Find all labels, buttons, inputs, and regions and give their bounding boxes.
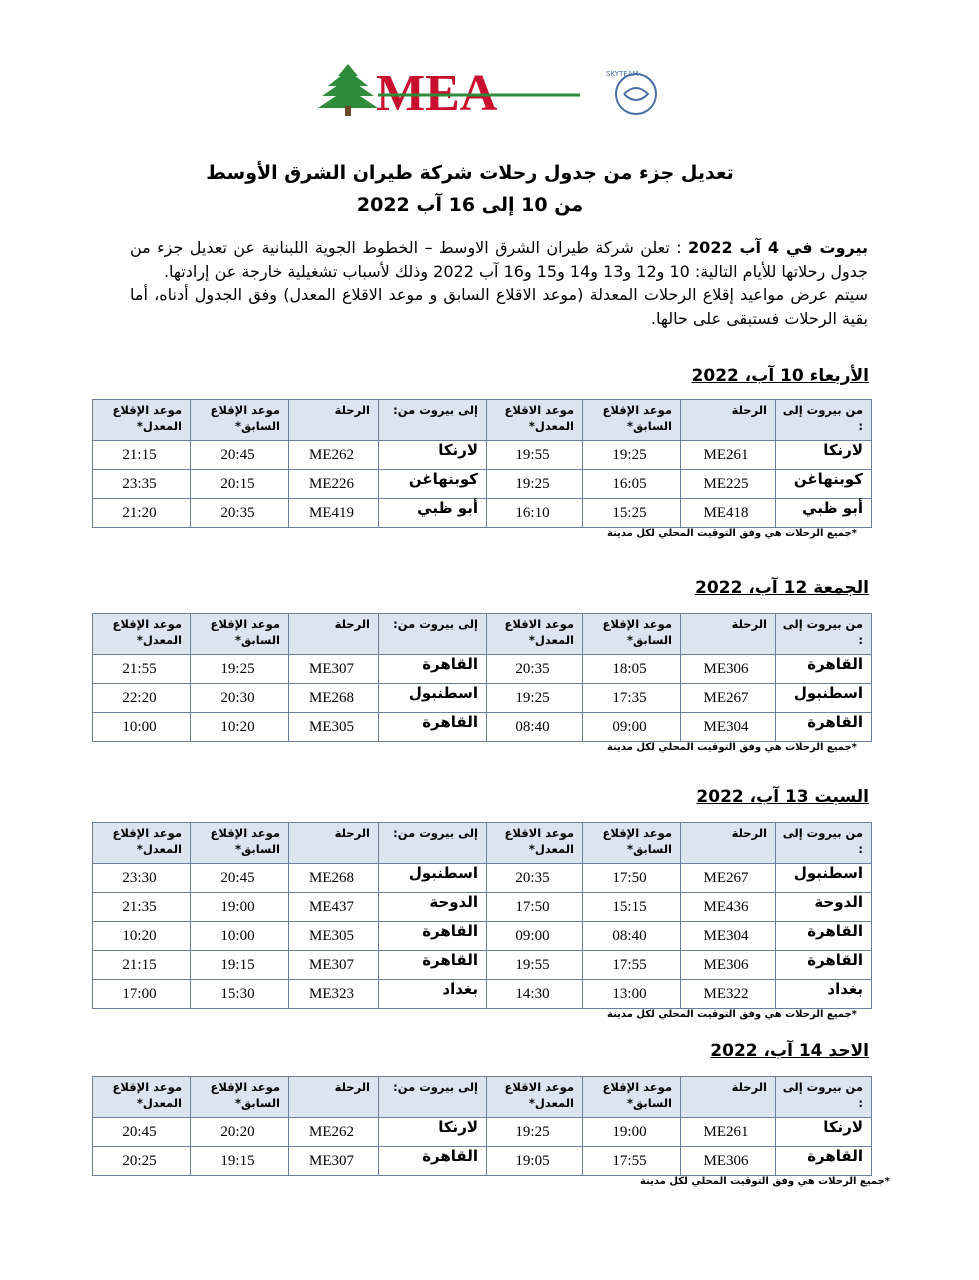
- flight-cell: ME307: [289, 1147, 379, 1176]
- time-cell: 20:35: [191, 499, 289, 528]
- time-cell: 19:15: [191, 1147, 289, 1176]
- column-header: الرحلة: [289, 400, 379, 441]
- time-cell: 17:50: [583, 864, 681, 893]
- time-cell: 19:25: [191, 655, 289, 684]
- city-cell: القاهرة: [776, 951, 872, 980]
- flight-cell: ME226: [289, 470, 379, 499]
- city-cell: القاهرة: [776, 922, 872, 951]
- column-header: من بيروت إلى :: [776, 614, 872, 655]
- flight-cell: ME305: [289, 922, 379, 951]
- time-cell: 14:30: [487, 980, 583, 1009]
- cedar-logo-icon: [318, 62, 663, 124]
- local-time-note: *جميع الرحلات هي وفق التوقيت المحلي لكل مدينة: [607, 1009, 857, 1020]
- column-header: موعد الإقلاع السابق*: [191, 400, 289, 441]
- flight-cell: ME306: [681, 951, 776, 980]
- column-header: موعد الإقلاع المعدل*: [93, 823, 191, 864]
- time-cell: 17:00: [93, 980, 191, 1009]
- column-header: الرحلة: [289, 1077, 379, 1118]
- time-cell: 19:25: [487, 1118, 583, 1147]
- table-row: [93, 1147, 872, 1176]
- flight-cell: ME268: [289, 864, 379, 893]
- table-row: [93, 684, 872, 713]
- time-cell: 10:20: [191, 713, 289, 742]
- day-heading: الاحد 14 آب، 2022: [710, 1041, 869, 1061]
- time-cell: 21:55: [93, 655, 191, 684]
- table-row: [93, 864, 872, 893]
- table-row: [93, 980, 872, 1009]
- column-header: موعد الإقلاع السابق*: [191, 614, 289, 655]
- time-cell: 19:05: [487, 1147, 583, 1176]
- flight-cell: ME261: [681, 1118, 776, 1147]
- city-cell: القاهرة: [379, 713, 487, 742]
- table-row: [93, 1118, 872, 1147]
- time-cell: 15:15: [583, 893, 681, 922]
- table-row: [93, 655, 872, 684]
- table-row: [93, 922, 872, 951]
- time-cell: 19:25: [487, 684, 583, 713]
- city-cell: اسطنبول: [776, 864, 872, 893]
- time-cell: 17:55: [583, 951, 681, 980]
- city-cell: القاهرة: [776, 655, 872, 684]
- column-header: الرحلة: [681, 1077, 776, 1118]
- time-cell: 20:30: [191, 684, 289, 713]
- city-cell: لارنكا: [776, 441, 872, 470]
- flight-cell: ME261: [681, 441, 776, 470]
- column-header: من بيروت إلى :: [776, 1077, 872, 1118]
- time-cell: 19:15: [191, 951, 289, 980]
- time-cell: 21:20: [93, 499, 191, 528]
- table-row: [93, 893, 872, 922]
- time-cell: 21:15: [93, 951, 191, 980]
- flight-cell: ME436: [681, 893, 776, 922]
- time-cell: 20:45: [93, 1118, 191, 1147]
- flight-cell: ME267: [681, 684, 776, 713]
- time-cell: 09:00: [487, 922, 583, 951]
- flight-cell: ME267: [681, 864, 776, 893]
- table-row: [93, 499, 872, 528]
- intro-text-2: سيتم عرض مواعيد إقلاع الرحلات المعدلة (موعد الاقلاع السابق و موعد الاقلاع المعدل) وفق الجدول أدناه، أما بقية الرحلات فستبقى على حالها.: [130, 285, 868, 328]
- column-header: موعد الاقلاع المعدل*: [487, 614, 583, 655]
- table-row: [93, 470, 872, 499]
- time-cell: 16:05: [583, 470, 681, 499]
- flight-cell: ME419: [289, 499, 379, 528]
- city-cell: اسطنبول: [776, 684, 872, 713]
- column-header: موعد الاقلاع المعدل*: [487, 1077, 583, 1118]
- time-cell: 16:10: [487, 499, 583, 528]
- skyteam-text: SKYTEAM: [606, 70, 639, 78]
- flight-cell: ME322: [681, 980, 776, 1009]
- flight-cell: ME307: [289, 655, 379, 684]
- city-cell: القاهرة: [776, 713, 872, 742]
- column-header: موعد الإقلاع السابق*: [583, 823, 681, 864]
- city-cell: لارنكا: [379, 441, 487, 470]
- city-cell: لارنكا: [379, 1118, 487, 1147]
- time-cell: 23:30: [93, 864, 191, 893]
- time-cell: 21:35: [93, 893, 191, 922]
- schedule-table: [92, 1076, 872, 1176]
- column-header: موعد الإقلاع السابق*: [191, 1077, 289, 1118]
- table-row: [93, 713, 872, 742]
- time-cell: 20:45: [191, 441, 289, 470]
- time-cell: 10:20: [93, 922, 191, 951]
- time-cell: 09:00: [583, 713, 681, 742]
- column-header: إلى بيروت من:: [379, 1077, 487, 1118]
- table-row: [93, 441, 872, 470]
- column-header: الرحلة: [681, 614, 776, 655]
- time-cell: 10:00: [191, 922, 289, 951]
- time-cell: 15:25: [583, 499, 681, 528]
- time-cell: 20:20: [191, 1118, 289, 1147]
- column-header: موعد الإقلاع السابق*: [191, 823, 289, 864]
- flight-cell: ME304: [681, 922, 776, 951]
- city-cell: الدوحة: [776, 893, 872, 922]
- flight-cell: ME418: [681, 499, 776, 528]
- intro-paragraph: [130, 236, 868, 330]
- time-cell: 19:00: [191, 893, 289, 922]
- time-cell: 17:50: [487, 893, 583, 922]
- time-cell: 18:05: [583, 655, 681, 684]
- schedule-table: [92, 822, 872, 1009]
- time-cell: 20:15: [191, 470, 289, 499]
- dateline: بيروت في 4 آب 2022: [688, 238, 869, 257]
- city-cell: اسطنبول: [379, 864, 487, 893]
- time-cell: 21:15: [93, 441, 191, 470]
- city-cell: أبو ظبي: [776, 499, 872, 528]
- city-cell: القاهرة: [379, 1147, 487, 1176]
- local-time-note: *جميع الرحلات هي وفق التوقيت المحلي لكل مدينة: [640, 1176, 890, 1187]
- intro-text-1: : تعلن شركة طيران الشرق الاوسط – الخطوط الجوية اللبنانية عن تعديل جزء من جدول رحلاتها للأيام التالية: 10 و12 و13 و14 و15 و16 آب 2022 وذلك لأسباب تشغيلية خارجة عن إرادتها.: [130, 238, 868, 281]
- column-header: الرحلة: [681, 823, 776, 864]
- time-cell: 19:00: [583, 1118, 681, 1147]
- time-cell: 20:35: [487, 655, 583, 684]
- column-header: موعد الإقلاع السابق*: [583, 400, 681, 441]
- column-header: من بيروت إلى :: [776, 400, 872, 441]
- city-cell: القاهرة: [379, 951, 487, 980]
- city-cell: لارنكا: [776, 1118, 872, 1147]
- table-row: [93, 951, 872, 980]
- time-cell: 17:55: [583, 1147, 681, 1176]
- city-cell: كوبنهاغن: [776, 470, 872, 499]
- brand-text: MEA: [376, 65, 498, 122]
- time-cell: 10:00: [93, 713, 191, 742]
- time-cell: 20:25: [93, 1147, 191, 1176]
- flight-cell: ME262: [289, 441, 379, 470]
- local-time-note: *جميع الرحلات هي وفق التوقيت المحلي لكل مدينة: [607, 528, 857, 539]
- city-cell: اسطنبول: [379, 684, 487, 713]
- flight-cell: ME307: [289, 951, 379, 980]
- schedule-table: [92, 613, 872, 742]
- column-header: الرحلة: [289, 823, 379, 864]
- column-header: إلى بيروت من:: [379, 614, 487, 655]
- city-cell: بغداد: [776, 980, 872, 1009]
- column-header: إلى بيروت من:: [379, 400, 487, 441]
- column-header: موعد الإقلاع السابق*: [583, 1077, 681, 1118]
- mea-logo: [318, 62, 663, 124]
- column-header: موعد الإقلاع المعدل*: [93, 400, 191, 441]
- city-cell: أبو ظبي: [379, 499, 487, 528]
- local-time-note: *جميع الرحلات هي وفق التوقيت المحلي لكل مدينة: [607, 742, 857, 753]
- time-cell: 22:20: [93, 684, 191, 713]
- schedule-table: [92, 399, 872, 528]
- page-subtitle: من 10 إلى 16 آب 2022: [356, 194, 584, 216]
- city-cell: القاهرة: [776, 1147, 872, 1176]
- day-heading: السبت 13 آب، 2022: [696, 787, 869, 807]
- city-cell: بغداد: [379, 980, 487, 1009]
- flight-cell: ME323: [289, 980, 379, 1009]
- column-header: الرحلة: [681, 400, 776, 441]
- column-header: الرحلة: [289, 614, 379, 655]
- column-header: موعد الإقلاع السابق*: [583, 614, 681, 655]
- time-cell: 19:55: [487, 441, 583, 470]
- day-heading: الأربعاء 10 آب، 2022: [691, 366, 869, 386]
- time-cell: 19:25: [583, 441, 681, 470]
- time-cell: 23:35: [93, 470, 191, 499]
- column-header: موعد الإقلاع المعدل*: [93, 614, 191, 655]
- flight-cell: ME437: [289, 893, 379, 922]
- column-header: موعد الإقلاع المعدل*: [93, 1077, 191, 1118]
- city-cell: كوبنهاغن: [379, 470, 487, 499]
- time-cell: 19:25: [487, 470, 583, 499]
- city-cell: القاهرة: [379, 922, 487, 951]
- time-cell: 20:35: [487, 864, 583, 893]
- flight-cell: ME306: [681, 1147, 776, 1176]
- column-header: موعد الاقلاع المعدل*: [487, 823, 583, 864]
- flight-cell: ME225: [681, 470, 776, 499]
- time-cell: 13:00: [583, 980, 681, 1009]
- flight-cell: ME262: [289, 1118, 379, 1147]
- time-cell: 17:35: [583, 684, 681, 713]
- time-cell: 15:30: [191, 980, 289, 1009]
- flight-cell: ME268: [289, 684, 379, 713]
- flight-cell: ME305: [289, 713, 379, 742]
- day-heading: الجمعة 12 آب، 2022: [695, 578, 869, 598]
- city-cell: الدوحة: [379, 893, 487, 922]
- city-cell: القاهرة: [379, 655, 487, 684]
- flight-cell: ME304: [681, 713, 776, 742]
- time-cell: 19:55: [487, 951, 583, 980]
- column-header: من بيروت إلى :: [776, 823, 872, 864]
- time-cell: 08:40: [487, 713, 583, 742]
- column-header: موعد الاقلاع المعدل*: [487, 400, 583, 441]
- column-header: إلى بيروت من:: [379, 823, 487, 864]
- time-cell: 08:40: [583, 922, 681, 951]
- page-title: تعديل جزء من جدول رحلات شركة طيران الشرق الأوسط: [206, 162, 734, 184]
- flight-cell: ME306: [681, 655, 776, 684]
- time-cell: 20:45: [191, 864, 289, 893]
